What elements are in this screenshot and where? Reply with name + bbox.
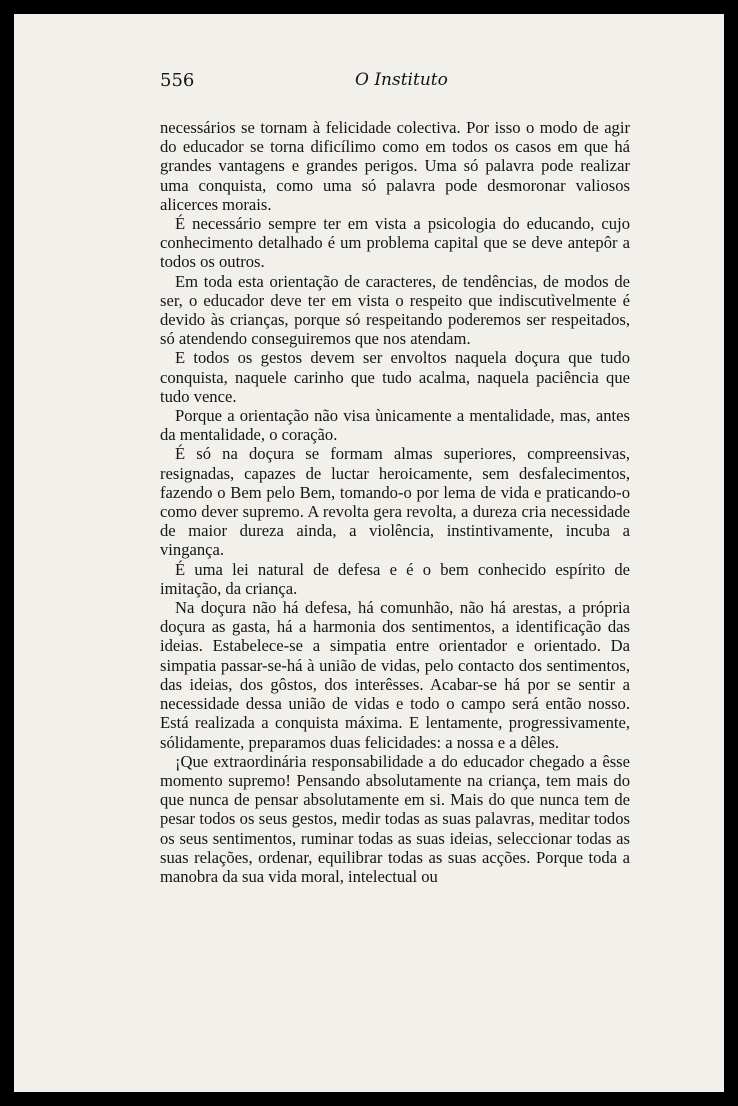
running-title: O Instituto <box>355 70 448 90</box>
paragraph: necessários se tornam à felicidade colectiva. Por isso o modo de agir do educador se torna dificílimo como em todos os casos em que há grandes vantagens e grandes perigos. Uma só palavra pode realizar uma conquista, como uma só palavra pode desmoronar valiosos alicerces morais. <box>160 118 630 214</box>
paragraph: É uma lei natural de defesa e é o bem conhecido espírito de imitação, da criança. <box>160 559 630 598</box>
paragraph: Porque a orientação não visa ùnicamente a mentalidade, mas, antes da mentalidade, o coração. <box>160 406 630 445</box>
page-number: 556 <box>160 70 195 91</box>
paragraph: É necessário sempre ter em vista a psicologia do educando, cujo conhecimento detalhado é um problema capital que se deve antepôr a todos os outros. <box>160 214 630 272</box>
body-text <box>160 118 630 886</box>
page-header <box>160 70 630 96</box>
paragraph: É só na doçura se formam almas superiores, compreensivas, resignadas, capazes de luctar heroicamente, sem desfalecimentos, fazendo o Bem pelo Bem, tomando-o por lema de vida e praticando-o como dever supremo. A revolta gera revolta, a dureza cria necessidade de maior dureza ainda, a violência, instintivamente, incuba a vingança. <box>160 444 630 560</box>
paragraph: E todos os gestos devem ser envoltos naquela doçura que tudo conquista, naquele carinho que tudo acalma, naquela paciência que tudo vence. <box>160 348 630 406</box>
paragraph: Na doçura não há defesa, há comunhão, não há arestas, a própria doçura as gasta, há a harmonia dos sentimentos, a identificação das ideias. Estabelece-se a simpatia entre orientador e orientado. Da simpatia passar-se-há à união de vidas, pelo contacto dos sentimentos, das ideias, dos gôstos, dos interêsses. Acabar-se há por se sentir a necessidade dessa união de vidas e todo o campo será então nosso. Está realizada a conquista máxima. E lentamente, progressivamente, sólidamente, preparamos duas felicidades: a nossa e a dêles. <box>160 598 630 752</box>
paragraph: Em toda esta orientação de caracteres, de tendências, de modos de ser, o educador deve ter em vista o respeito que indiscutìvelmente é devido às crianças, porque só respeitando poderemos ser respeitados, só atendendo conseguiremos que nos atendam. <box>160 271 630 349</box>
paragraph: ¡Que extraordinária responsabilidade a do educador chegado a êsse momento supremo! Pensando absolutamente na criança, tem mais do que nunca de pensar absolutamente em si. Mais do que nunca tem de pesar todos os seus gestos, medir todas as suas palavras, meditar todos os seus sentimentos, ruminar todas as suas ideias, seleccionar todas as suas relações, ordenar, equilibrar todas as suas acções. Porque toda a manobra da sua vida moral, intelectual ou <box>160 751 630 886</box>
